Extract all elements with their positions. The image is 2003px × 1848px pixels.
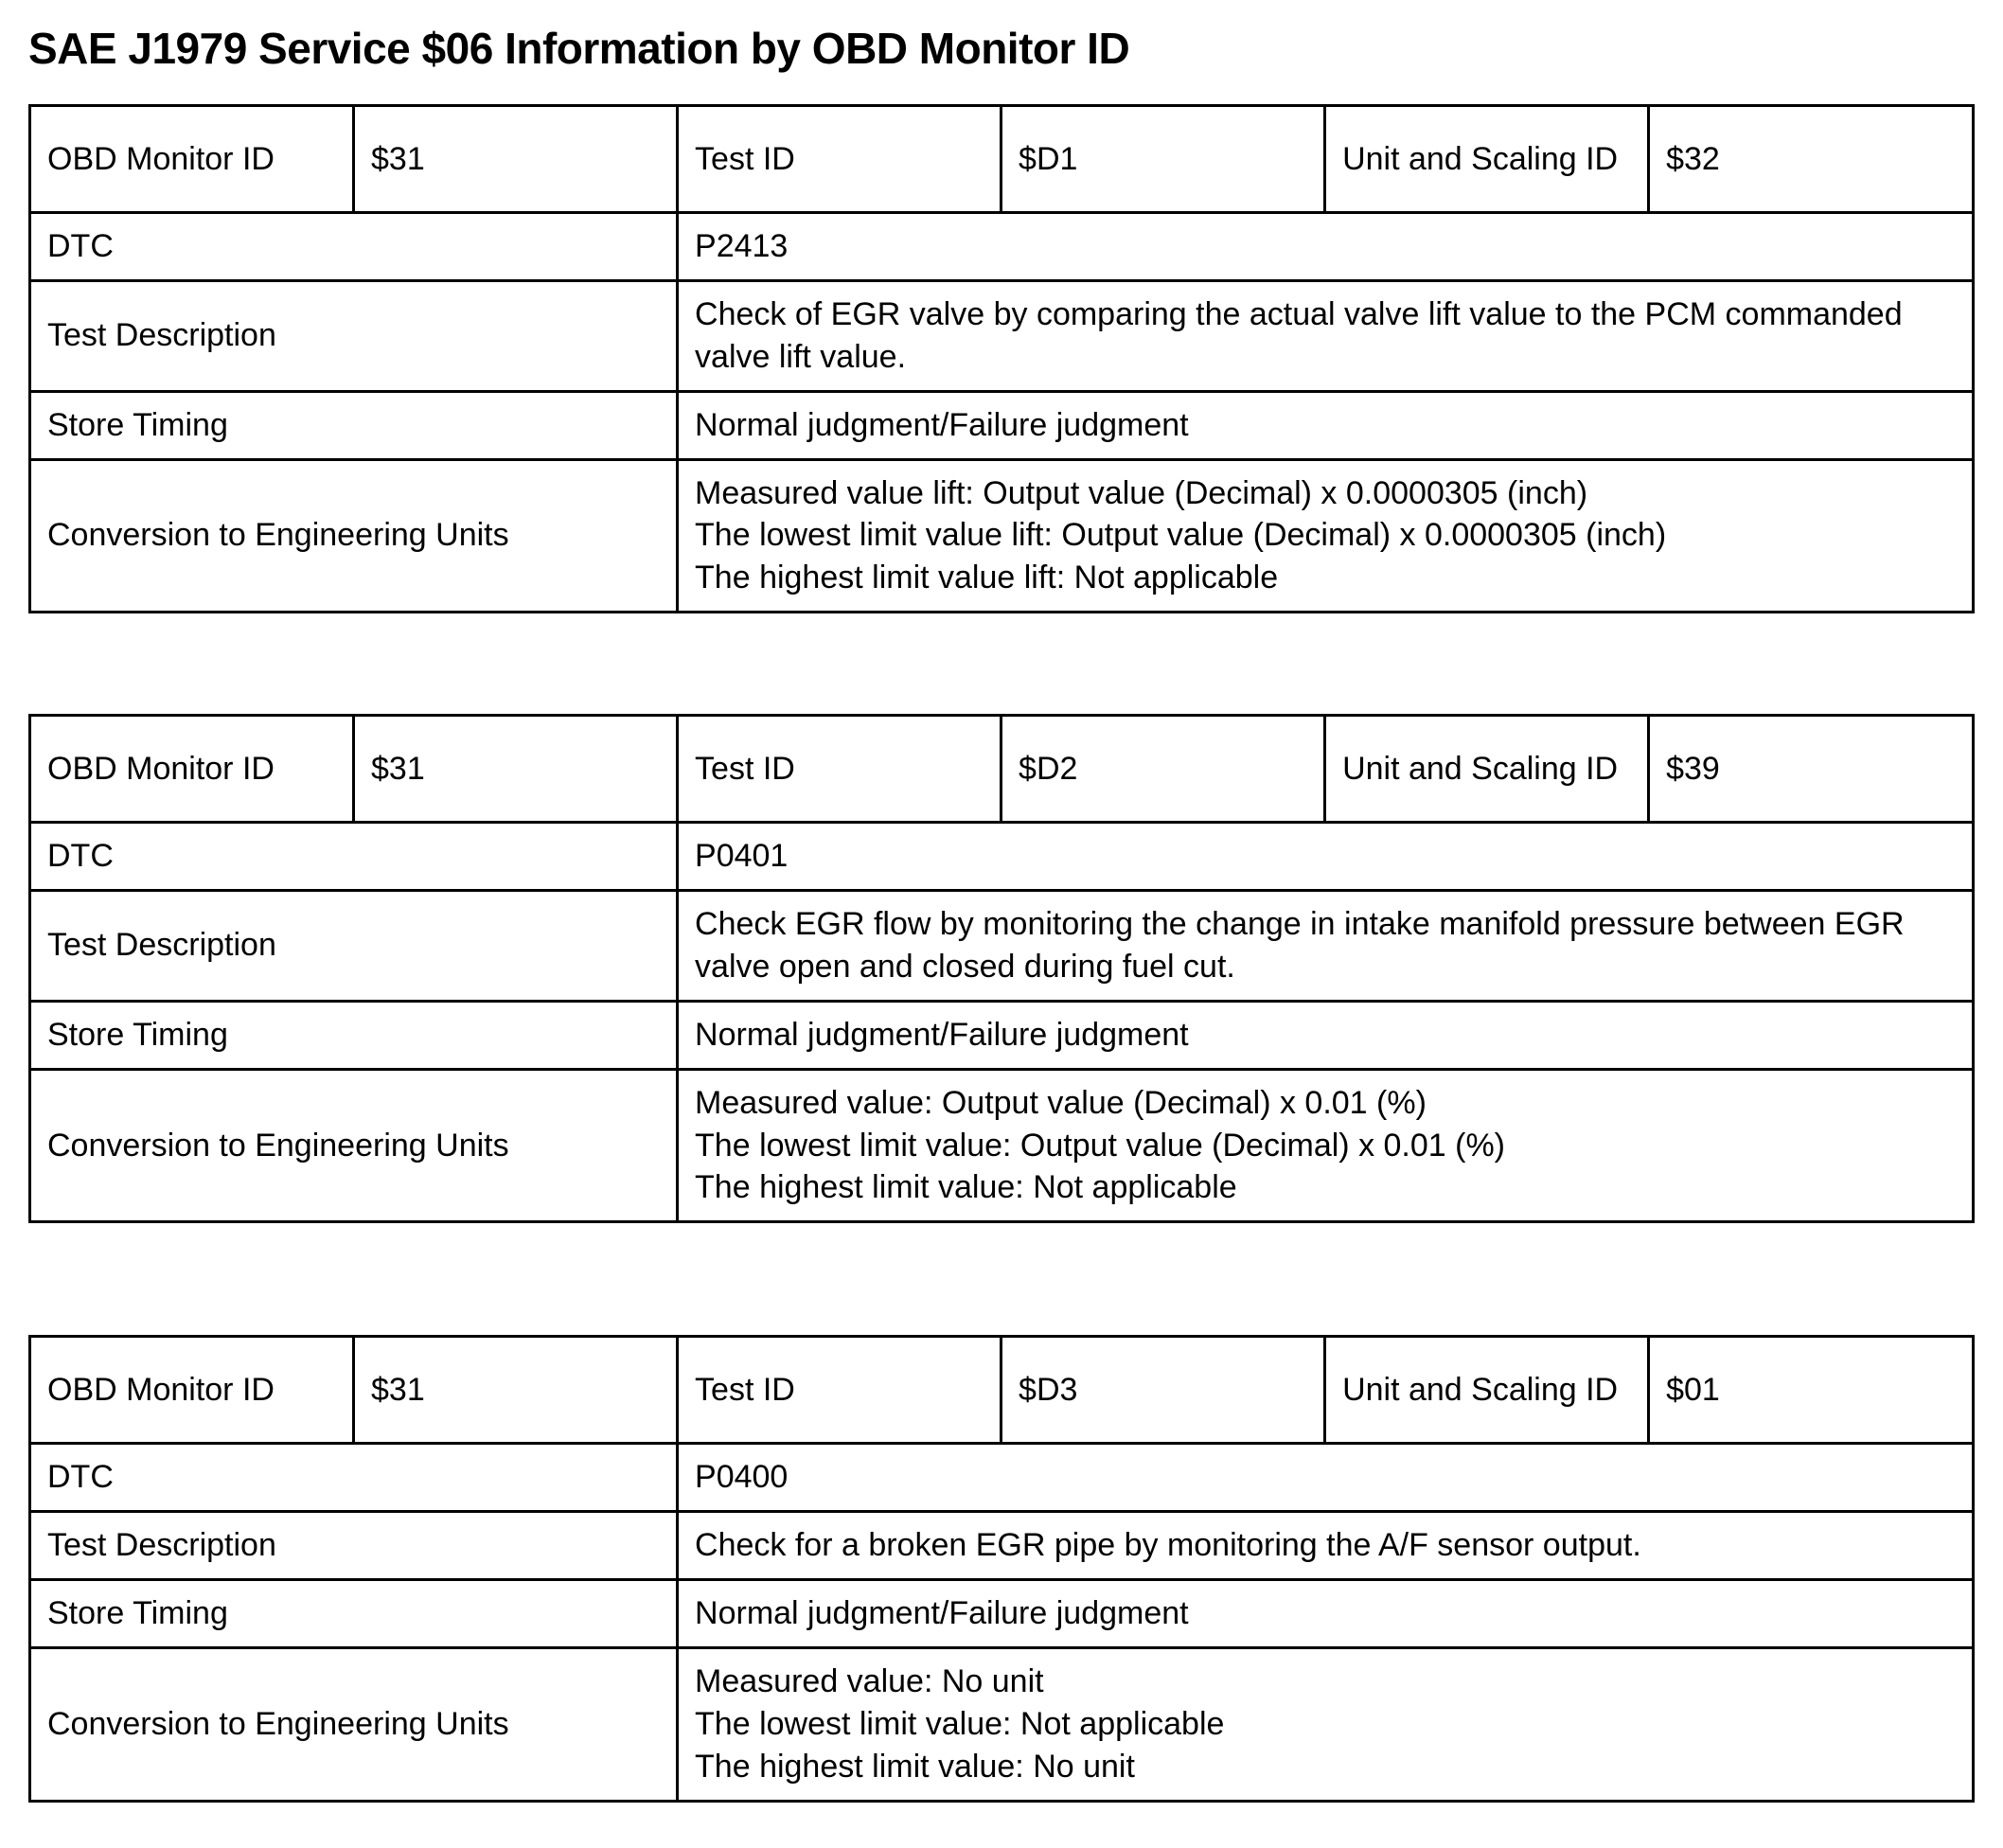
table-row: [30, 106, 1974, 213]
conversion-line: The highest limit value: No unit: [695, 1748, 1135, 1785]
table-row: [30, 391, 1974, 459]
test-description-value: Check for a broken EGR pipe by monitoring the A/F sensor output.: [678, 1512, 1974, 1580]
obd-monitor-id-value: $31: [354, 716, 678, 823]
unit-scaling-id-value: $01: [1649, 1337, 1974, 1444]
store-timing-value: Normal judgment/Failure judgment: [678, 1001, 1974, 1069]
conversion-label: Conversion to Engineering Units: [30, 1069, 678, 1222]
dtc-label: DTC: [30, 823, 678, 891]
table-row: [30, 1647, 1974, 1801]
unit-scaling-id-label: Unit and Scaling ID: [1325, 106, 1649, 213]
obd-monitor-id-value: $31: [354, 106, 678, 213]
table-row: [30, 1580, 1974, 1648]
store-timing-label: Store Timing: [30, 391, 678, 459]
table-row: [30, 280, 1974, 391]
conversion-label: Conversion to Engineering Units: [30, 1647, 678, 1801]
dtc-value: P2413: [678, 213, 1974, 281]
conversion-value: [678, 1647, 1974, 1801]
obd-monitor-table-3: [28, 1335, 1975, 1802]
conversion-line: Measured value: Output value (Decimal) x 0.01 (%): [695, 1084, 1427, 1121]
dtc-label: DTC: [30, 1444, 678, 1512]
test-description-value: Check of EGR valve by comparing the actual valve lift value to the PCM commanded valve lift value.: [678, 280, 1974, 391]
page-title: SAE J1979 Service $06 Information by OBD Monitor ID: [28, 24, 1130, 73]
unit-scaling-id-value: $39: [1649, 716, 1974, 823]
store-timing-value: Normal judgment/Failure judgment: [678, 391, 1974, 459]
test-id-value: $D1: [1002, 106, 1325, 213]
conversion-line: Measured value: No unit: [695, 1662, 1044, 1699]
test-description-label: Test Description: [30, 1512, 678, 1580]
test-id-value: $D2: [1002, 716, 1325, 823]
conversion-line: The highest limit value lift: Not applicable: [695, 560, 1279, 596]
unit-scaling-id-label: Unit and Scaling ID: [1325, 1337, 1649, 1444]
test-id-value: $D3: [1002, 1337, 1325, 1444]
unit-scaling-id-label: Unit and Scaling ID: [1325, 716, 1649, 823]
obd-monitor-table-1: [28, 104, 1975, 613]
obd-monitor-id-label: OBD Monitor ID: [30, 106, 354, 213]
table-row: [30, 459, 1974, 613]
table-row: [30, 823, 1974, 891]
conversion-value: [678, 1069, 1974, 1222]
obd-monitor-table-2: [28, 714, 1975, 1223]
store-timing-value: Normal judgment/Failure judgment: [678, 1580, 1974, 1648]
table-row: [30, 1069, 1974, 1222]
conversion-line: The lowest limit value: Not applicable: [695, 1705, 1225, 1742]
conversion-line: Measured value lift: Output value (Decimal) x 0.0000305 (inch): [695, 474, 1588, 511]
conversion-value: [678, 459, 1974, 613]
table-row: [30, 1444, 1974, 1512]
conversion-line: The lowest limit value: Output value (Decimal) x 0.01 (%): [695, 1127, 1506, 1164]
test-id-label: Test ID: [678, 716, 1002, 823]
test-id-label: Test ID: [678, 106, 1002, 213]
table-row: [30, 1337, 1974, 1444]
test-id-label: Test ID: [678, 1337, 1002, 1444]
test-description-label: Test Description: [30, 891, 678, 1002]
obd-monitor-id-label: OBD Monitor ID: [30, 716, 354, 823]
conversion-line: The lowest limit value lift: Output value (Decimal) x 0.0000305 (inch): [695, 517, 1667, 554]
dtc-label: DTC: [30, 213, 678, 281]
obd-monitor-id-value: $31: [354, 1337, 678, 1444]
test-description-value: Check EGR flow by monitoring the change in intake manifold pressure between EGR valve open and closed during fuel cut.: [678, 891, 1974, 1002]
store-timing-label: Store Timing: [30, 1580, 678, 1648]
dtc-value: P0400: [678, 1444, 1974, 1512]
table-row: [30, 891, 1974, 1002]
test-description-label: Test Description: [30, 280, 678, 391]
obd-monitor-id-label: OBD Monitor ID: [30, 1337, 354, 1444]
conversion-line: The highest limit value: Not applicable: [695, 1169, 1237, 1206]
table-row: [30, 1512, 1974, 1580]
dtc-value: P0401: [678, 823, 1974, 891]
unit-scaling-id-value: $32: [1649, 106, 1974, 213]
table-row: [30, 716, 1974, 823]
conversion-label: Conversion to Engineering Units: [30, 459, 678, 613]
table-row: [30, 213, 1974, 281]
store-timing-label: Store Timing: [30, 1001, 678, 1069]
table-row: [30, 1001, 1974, 1069]
